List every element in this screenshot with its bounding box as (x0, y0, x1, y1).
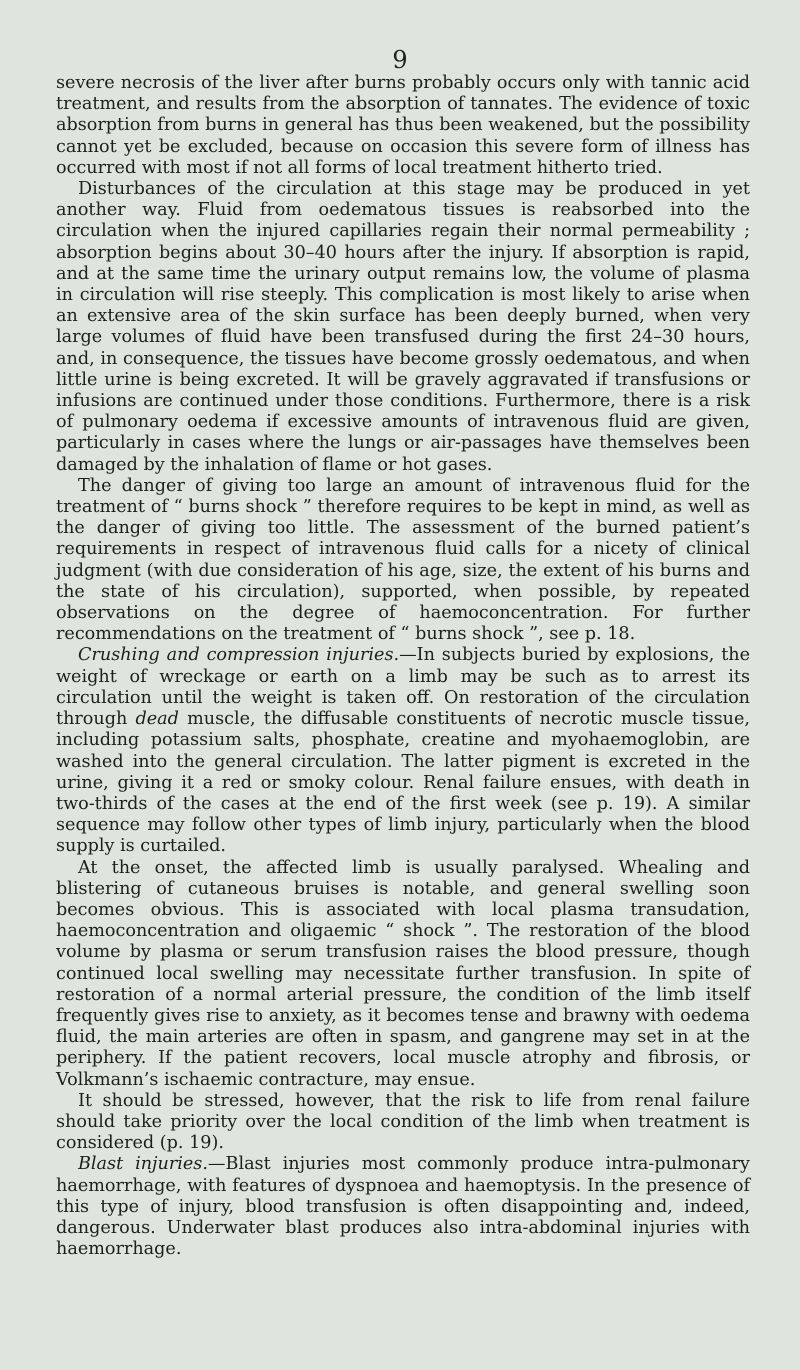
paragraph-renal-failure-priority (56, 1091, 750, 1155)
paragraph-text-continued: muscle, the diffusable constituents of necrotic muscle tissue, including potassium salts, phosphate, creatine and myohaemoglobin, are washed into the general circulation. The latter pigment is excreted in the urine, giving it a red or smoky colour. Renal failure ensues, with death in two-thirds of the cases at the end of the first week (see p. 19). A similar sequence may follow other types of limb injury, particularly when the blood supply is curtailed. (56, 709, 750, 857)
paragraph-crushing-injuries (56, 645, 750, 857)
body-text (56, 73, 750, 1260)
paragraph-tannic-acid (56, 73, 750, 179)
paragraph-blast-injuries (56, 1154, 750, 1260)
paragraph-text: —In subjects buried by explosions, the weight of wreckage or earth on a limb may be such as to arrest its circulation until the weight is taken off. On restoration of the circulation through (56, 645, 751, 730)
paragraph-intravenous-fluid (56, 476, 750, 646)
paragraph-text: —Blast injuries most commonly produce intra-pulmonary haemorrhage, with features of dyspnoea and haemoptysis. In the presence of this type of injury, blood transfusion is often disappointing and, indeed, dangerous. Underwater blast produces also intra-abdominal injuries with haemorrhage. (56, 1154, 750, 1260)
paragraph-text: At the onset, the affected limb is usually paralysed. Whealing and blistering of cutaneous bruises is notable, and general swelling soon becomes obvious. This is associated with local plasma transudation, haemoconcentration and oligaemic “ shock ”. The restoration of the blood volume by plasma or serum transfusion raises the blood pressure, though continued local swelling may necessitate further transfusion. In spite of restoration of a normal arterial pressure, the condition of the limb itself frequently gives rise to anxiety, as it becomes tense and brawny with oedema fluid, the main arteries are often in spasm, and gangrene may set in at the periphery. If the patient recovers, local muscle atrophy and fibrosis, or Volkmann’s ischaemic contracture, may ensue. (56, 857, 750, 1090)
page-number: 9 (392, 46, 408, 74)
section-heading-crushing: Crushing and compression injuries. (78, 645, 400, 666)
emphasis-dead: dead (135, 709, 179, 730)
paragraph-circulation-disturbances (56, 179, 750, 476)
paragraph-text: Disturbances of the circulation at this stage may be produced in yet another way. Fluid from oedematous tissues is reabsorbed into the circulation when the injured capillaries regain their normal permeability ; absorption begins about 30–40 hours after the injury. If absorption is rapid, and at the same time the urinary output remains low, the volume of plasma in circulation will rise steeply. This complication is most likely to arise when an extensive area of the skin surface has been deeply burned, when very large volumes of fluid have been transfused during the first 24–30 hours, and, in consequence, the tissues have become grossly oedematous, and when little urine is being excreted. It will be gravely aggravated if transfusions or infusions are continued under those conditions. Furthermore, there is a risk of pulmonary oedema if excessive amounts of intravenous fluid are given, particularly in cases where the lungs or air-passages have themselves been damaged by the inhalation of flame or hot gases. (56, 179, 750, 475)
section-heading-blast: Blast injuries. (78, 1154, 208, 1175)
paragraph-text: It should be stressed, however, that the risk to life from renal failure should take priority over the local condition of the limb when treatment is considered (p. 19). (56, 1090, 750, 1154)
paragraph-text: The danger of giving too large an amount of intravenous fluid for the treatment of “ burns shock ” therefore requires to be kept in mind, as well as the danger of giving too little. The assessment of the burned patient’s requirements in respect of intravenous fluid calls for a nicety of clinical judgment (with due consideration of his age, size, the extent of his burns and the state of his circulation), supported, when possible, by repeated observations on the degree of haemoconcentration. For further recommendations on the treatment of “ burns shock ”, see p. 18. (56, 475, 750, 645)
paragraph-text: severe necrosis of the liver after burns probably occurs only with tannic acid treatment, and results from the absorption of tannates. The evidence of toxic absorption from burns in general has thus been weakened, but the possibility cannot yet be excluded, because on occasion this severe form of illness has occurred with most if not all forms of local treatment hitherto tried. (56, 73, 750, 178)
paragraph-limb-onset (56, 858, 750, 1091)
